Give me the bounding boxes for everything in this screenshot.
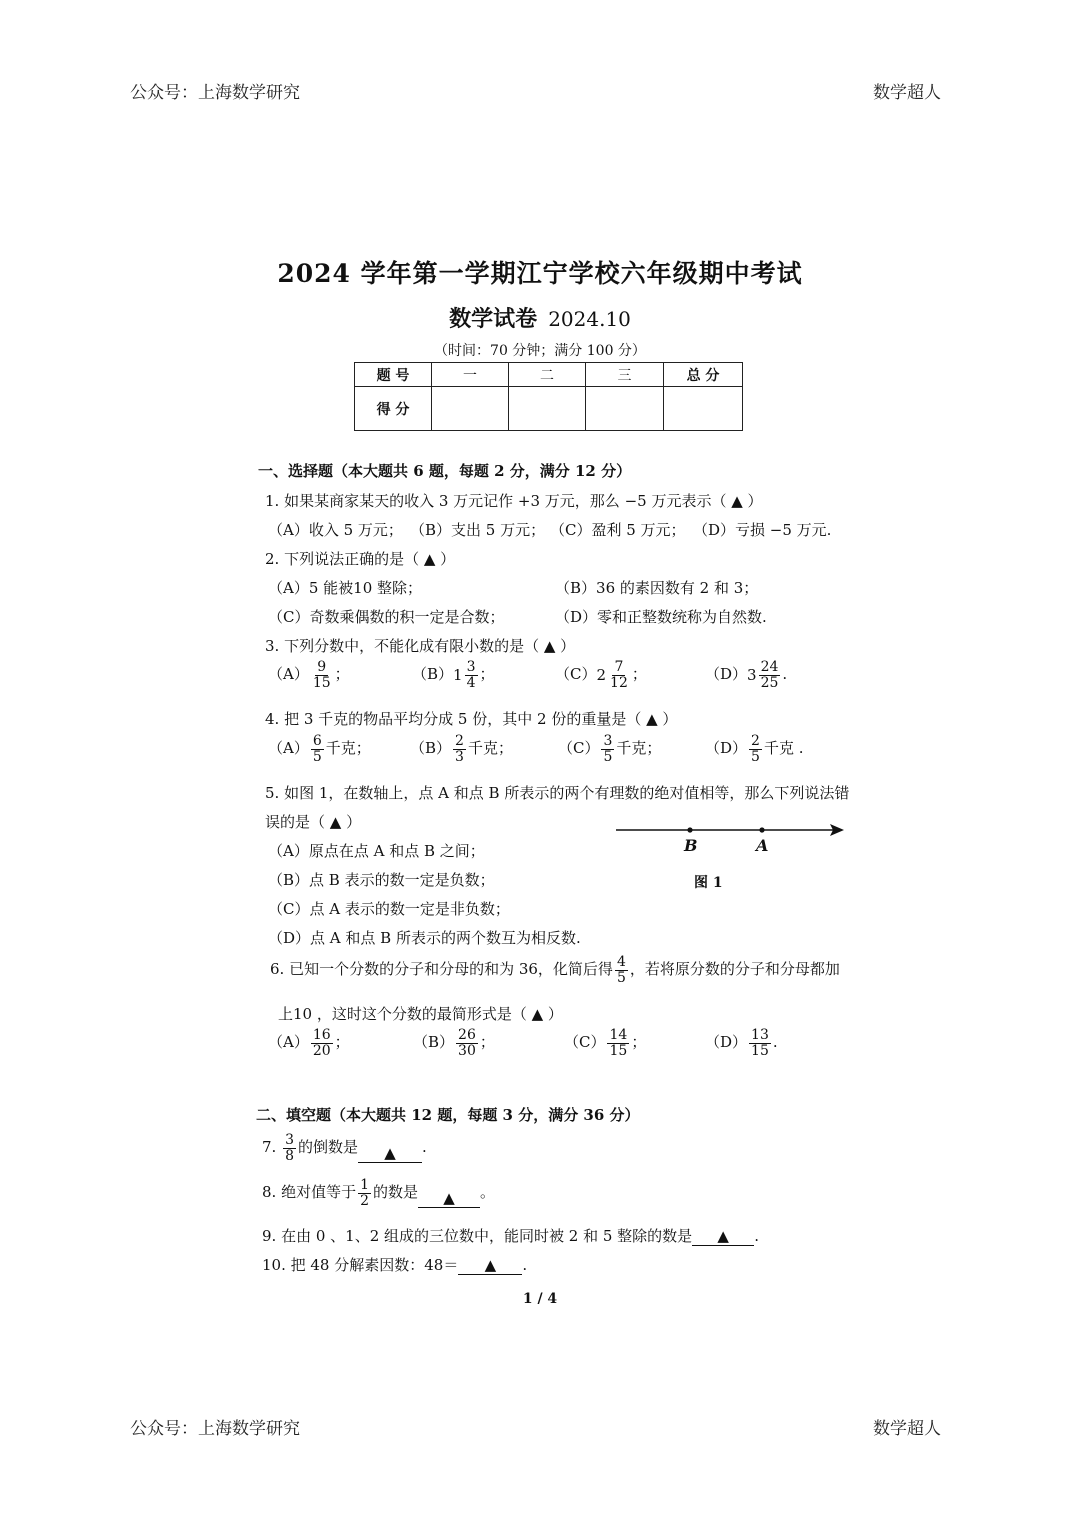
q4-stem: 4. 把 3 千克的物品平均分成 5 份，其中 2 份的重量是（ ▲ ）	[265, 710, 678, 728]
footer-right: 数学超人	[873, 1419, 941, 1439]
denominator: 5	[751, 748, 760, 765]
denominator: 2	[360, 1192, 370, 1209]
fraction	[615, 955, 628, 985]
q10-end: .	[522, 1256, 528, 1274]
fraction	[608, 660, 630, 690]
score-header-cell: 一	[432, 363, 509, 387]
header-right: 数学超人	[873, 83, 941, 103]
score-header-cell: 题 号	[355, 363, 432, 387]
q9-end: .	[754, 1227, 759, 1245]
option-end: .	[782, 665, 788, 684]
numerator: 9	[317, 659, 327, 675]
q10	[262, 1254, 527, 1275]
option-end: 千克；	[325, 739, 371, 758]
q1-option-c: （C）盈利 5 万元；	[550, 521, 686, 539]
page-number: 1 / 4	[522, 1291, 558, 1307]
q3-option-label: （A）	[268, 665, 309, 684]
header-left: 公众号：上海数学研究	[130, 83, 300, 103]
q4-option-label: （B）	[410, 739, 452, 758]
q2-option-d: （D）零和正整数统称为自然数.	[555, 608, 767, 626]
q7	[262, 1133, 427, 1163]
denominator: 8	[285, 1147, 295, 1164]
numerator: 14	[609, 1027, 628, 1043]
denominator: 5	[603, 748, 613, 765]
fraction	[358, 1178, 371, 1208]
score-cell	[586, 387, 664, 431]
q9-answer-blank[interactable]: ▲	[692, 1227, 754, 1246]
q6-option-label: （B）	[413, 1033, 455, 1052]
mixed-number	[453, 660, 479, 690]
q1-stem: 1. 如果某商家某天的收入 3 万元记作 +3 万元，那么 −5 万元表示（ ▲ ）	[265, 492, 763, 510]
denominator: 3	[455, 748, 464, 765]
q8-answer-blank[interactable]: ▲	[418, 1189, 480, 1208]
q2-option-a: （A）5 能被10 整除；	[268, 579, 422, 597]
score-cell	[664, 387, 743, 431]
option-end: ；	[479, 665, 495, 684]
fraction	[749, 1028, 771, 1058]
q4-option-b	[410, 734, 513, 764]
denominator: 12	[610, 674, 628, 691]
q4-option-d	[705, 734, 804, 764]
numerator: 26	[458, 1027, 476, 1043]
numerator: 2	[751, 733, 760, 749]
q5-option-d: （D）点 A 和点 B 所表示的两个数互为相反数.	[268, 929, 581, 947]
number-line-figure	[612, 818, 852, 842]
q6-option-label: （A）	[268, 1033, 309, 1052]
q4-option-label: （D）	[705, 739, 748, 758]
section-1-heading: 一、选择题（本大题共 6 题，每题 2 分，满分 12 分）	[258, 462, 632, 480]
denominator: 15	[312, 674, 331, 691]
numerator: 7	[614, 659, 624, 675]
denominator: 4	[466, 674, 476, 691]
option-end: 千克 .	[763, 739, 804, 758]
q6-stem-text-b: ，若将原分数的分子和分母都加	[629, 960, 840, 979]
exam-subtitle: 数学试卷	[449, 306, 538, 332]
q7-answer-blank[interactable]: ▲	[358, 1144, 422, 1163]
q2-stem: 2. 下列说法正确的是（ ▲ ）	[265, 550, 456, 568]
q2-option-b: （B）36 的素因数有 2 和 3；	[555, 579, 759, 597]
option-end: ；	[334, 665, 350, 684]
score-header-cell: 二	[509, 363, 586, 387]
denominator: 30	[458, 1042, 476, 1059]
denominator: 5	[616, 969, 626, 986]
mixed-number	[747, 660, 782, 690]
fraction	[465, 660, 478, 690]
numerator: 24	[760, 659, 779, 675]
footer-left: 公众号：上海数学研究	[130, 1419, 300, 1439]
q5-stem-line1: 5. 如图 1，在数轴上，点 A 和点 B 所表示的两个有理数的绝对值相等，那么下列说法错	[265, 784, 850, 802]
option-end: 千克；	[616, 739, 662, 758]
mixed-number	[596, 660, 631, 690]
whole-part: 3	[747, 666, 757, 685]
fraction	[311, 660, 333, 690]
score-header-cell: 三	[586, 363, 664, 387]
score-cell	[509, 387, 586, 431]
score-header-cell: 总 分	[664, 363, 743, 387]
numerator: 6	[312, 733, 322, 749]
q7-number: 7.	[262, 1138, 277, 1157]
numerator: 3	[466, 659, 476, 675]
fraction	[607, 1028, 629, 1058]
q5-option-a: （A）原点在点 A 和点 B 之间；	[268, 842, 485, 860]
fraction	[601, 734, 614, 764]
exam-title: 2024 学年第一学期江宁学校六年级期中考试	[277, 259, 803, 288]
numerator: 4	[616, 954, 626, 970]
q6-option-b	[413, 1028, 495, 1058]
point-a-label: A	[756, 836, 769, 855]
numerator: 13	[751, 1027, 769, 1043]
q9-text: 9. 在由 0 、1、2 组成的三位数中，能同时被 2 和 5 整除的数是	[262, 1227, 693, 1245]
q3-option-c	[555, 660, 647, 690]
fraction	[749, 734, 762, 764]
option-end: ；	[334, 1033, 350, 1052]
denominator: 15	[751, 1042, 769, 1059]
numerator: 1	[360, 1177, 370, 1193]
q6-stem-text-a: 6. 已知一个分数的分子和分母的和为 36，化简后得	[270, 960, 613, 979]
numerator: 2	[455, 733, 464, 749]
numerator: 16	[312, 1027, 331, 1043]
q8	[262, 1178, 495, 1208]
score-row-label: 得 分	[355, 387, 432, 431]
q4-option-label: （C）	[558, 739, 600, 758]
score-cell	[432, 387, 509, 431]
option-end: ；	[631, 1033, 647, 1052]
fraction	[311, 1028, 333, 1058]
q3-option-a	[268, 660, 350, 690]
q10-answer-blank[interactable]: ▲	[458, 1256, 522, 1275]
q3-option-label: （C）	[555, 665, 597, 684]
point-b-label: B	[684, 836, 698, 855]
q3-option-label: （B）	[412, 665, 454, 684]
section-2-heading: 二、填空题（本大题共 12 题，每题 3 分，满分 36 分）	[256, 1106, 640, 1124]
q4-option-c	[558, 734, 661, 764]
option-end: ；	[631, 665, 647, 684]
option-end: .	[772, 1033, 778, 1052]
q5-option-b: （B）点 B 表示的数一定是负数；	[268, 871, 495, 889]
q8-end: 。	[480, 1183, 496, 1202]
exam-subtitle-line	[0, 302, 1080, 333]
q7-text: 的倒数是	[298, 1138, 359, 1157]
fraction	[453, 734, 466, 764]
q6-stem-line2: 上10 ，这时这个分数的最简形式是（ ▲ ）	[278, 1005, 563, 1023]
q8-text-b: 的数是	[373, 1183, 419, 1202]
score-table	[354, 362, 743, 431]
fraction	[759, 660, 781, 690]
q7-end: .	[422, 1138, 427, 1157]
q6-option-a	[268, 1028, 350, 1058]
point-a-dot	[759, 827, 764, 832]
q9	[262, 1225, 759, 1246]
option-end: ；	[479, 1033, 495, 1052]
q6-option-d	[705, 1028, 778, 1058]
exam-date: 2024.10	[548, 307, 631, 331]
fraction	[283, 1133, 296, 1163]
q1-option-d: （D）亏损 −5 万元.	[693, 521, 832, 539]
whole-part: 2	[596, 666, 607, 685]
denominator: 5	[312, 748, 322, 765]
whole-part: 1	[453, 666, 463, 685]
q4-option-label: （A）	[268, 739, 309, 758]
denominator: 25	[760, 674, 779, 691]
q6-option-label: （C）	[564, 1033, 606, 1052]
q3-option-d	[705, 660, 787, 690]
q10-text: 10. 把 48 分解素因数：48＝	[262, 1256, 459, 1274]
fraction	[456, 1028, 478, 1058]
numerator: 3	[285, 1132, 295, 1148]
q2-option-c: （C）奇数乘偶数的积一定是合数；	[268, 608, 505, 626]
numerator: 3	[603, 733, 613, 749]
denominator: 15	[609, 1042, 628, 1059]
q6-stem-line1	[270, 955, 840, 985]
q1-option-b: （B）支出 5 万元；	[410, 521, 546, 539]
fraction	[311, 734, 324, 764]
q5-stem-line2: 误的是（ ▲ ）	[265, 813, 362, 831]
q6-option-c	[564, 1028, 646, 1058]
q5-option-c: （C）点 A 表示的数一定是非负数；	[268, 900, 510, 918]
q1-option-a: （A）收入 5 万元；	[268, 521, 403, 539]
q3-option-label: （D）	[705, 665, 748, 684]
option-end: 千克；	[467, 739, 513, 758]
figure-caption: 图 1	[694, 875, 723, 891]
time-note: （时间：70 分钟；满分 100 分）	[434, 343, 646, 359]
point-b-dot	[687, 827, 692, 832]
q3-stem: 3. 下列分数中，不能化成有限小数的是（ ▲ ）	[265, 637, 576, 655]
denominator: 20	[312, 1042, 331, 1059]
q6-option-label: （D）	[705, 1033, 748, 1052]
q8-text-a: 8. 绝对值等于	[262, 1183, 357, 1202]
q4-option-a	[268, 734, 371, 764]
q3-option-b	[412, 660, 495, 690]
